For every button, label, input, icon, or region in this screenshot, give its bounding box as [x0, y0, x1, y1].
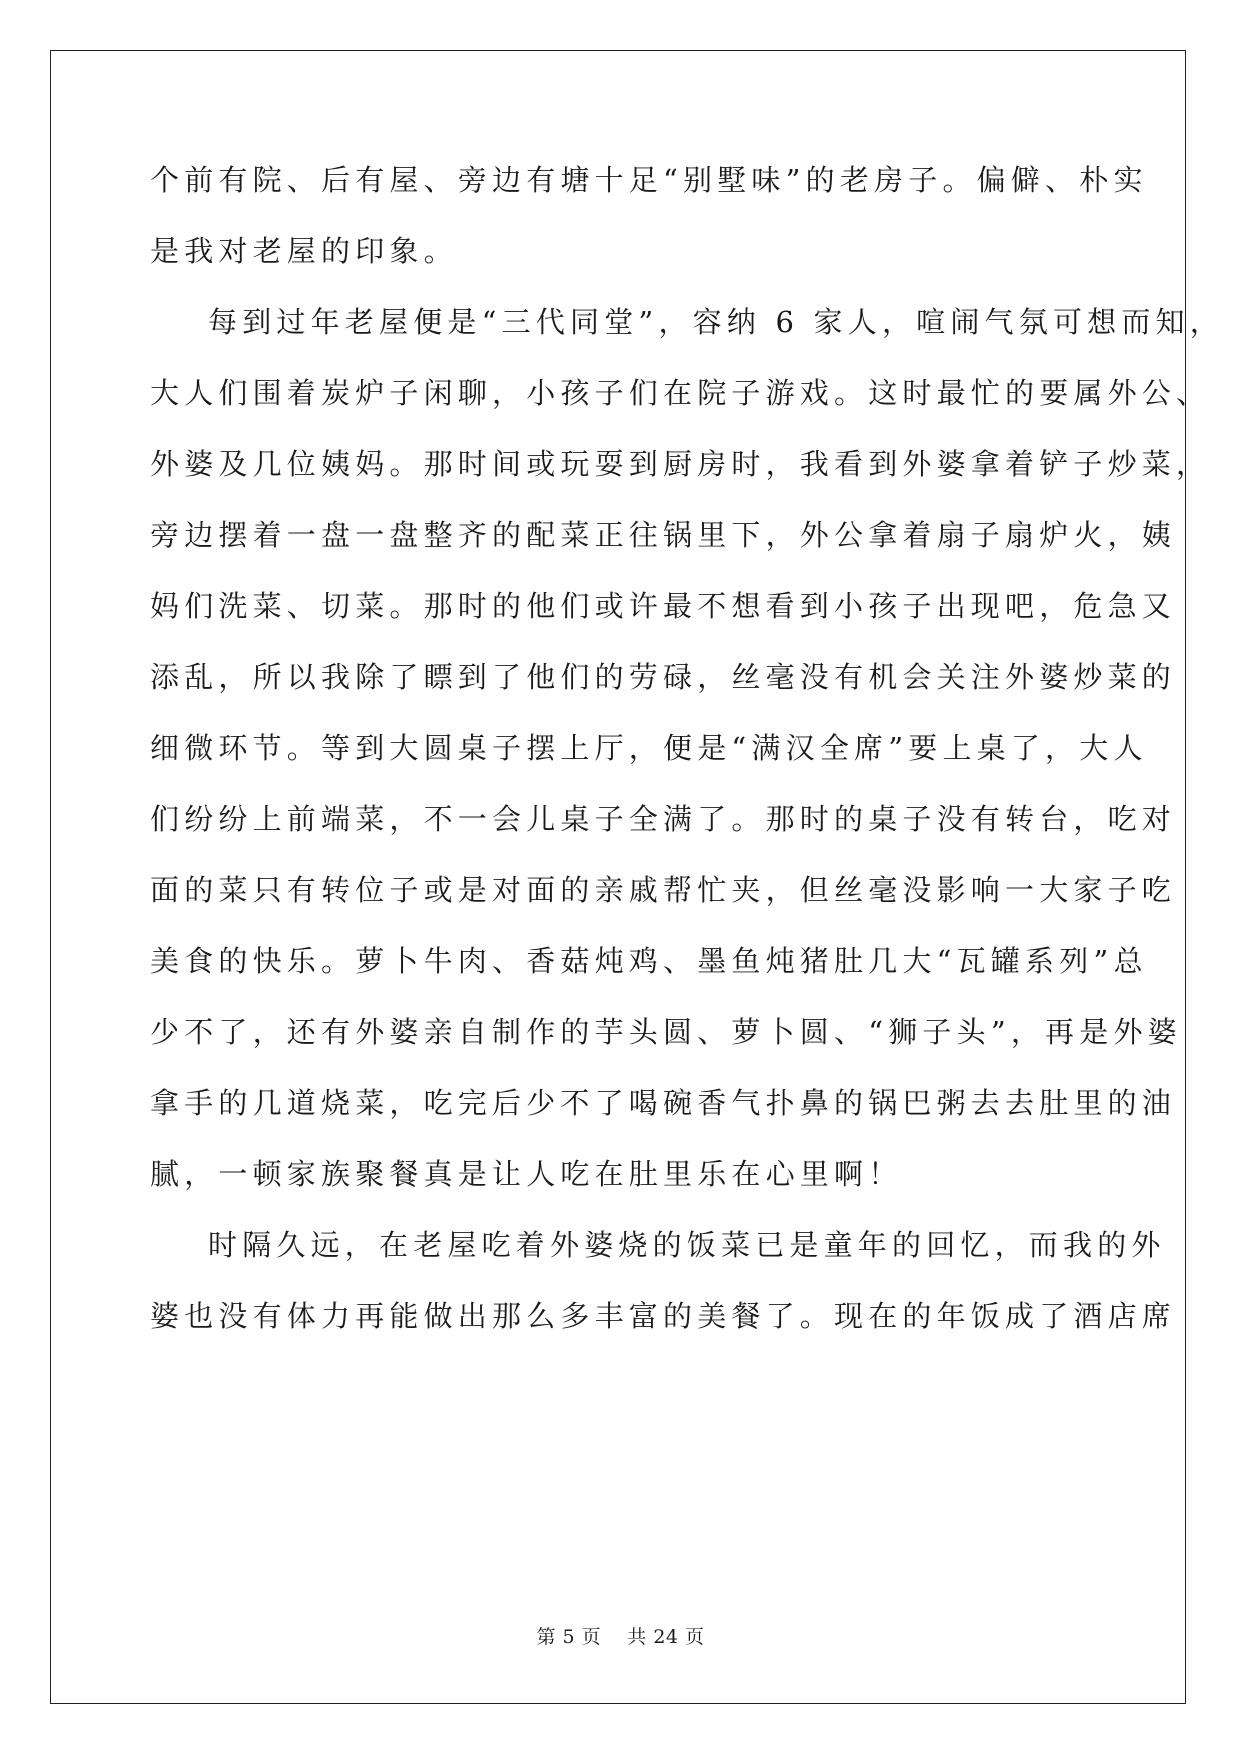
text-line: 美食的快乐。萝卜牛肉、香菇炖鸡、墨鱼炖猪肚几大“瓦罐系列”总: [150, 944, 1148, 978]
page-number-footer: 第 5 页 共 24 页: [536, 1626, 705, 1648]
text-line: 面的菜只有转位子或是对面的亲戚帮忙夹，但丝毫没影响一大家子吃: [150, 873, 1177, 907]
text-line: 婆也没有体力再能做出那么多丰富的美餐了。现在的年饭成了酒店席: [150, 1299, 1177, 1333]
text-line: 们纷纷上前端菜，不一会儿桌子全满了。那时的桌子没有转台，吃对: [150, 802, 1177, 836]
text-line: 拿手的几道烧菜，吃完后少不了喝碗香气扑鼻的锅巴粥去去肚里的油: [150, 1086, 1177, 1120]
text-line: 个前有院、后有屋、旁边有塘十足“别墅味”的老房子。偏僻、朴实: [150, 163, 1148, 197]
text-line: 大人们围着炭炉子闲聊，小孩子们在院子游戏。这时最忙的要属外公、: [150, 376, 1211, 410]
text-line: 旁边摆着一盘一盘整齐的配菜正往锅里下，外公拿着扇子扇炉火，姨: [150, 518, 1177, 552]
paragraph-start-line: 时隔久远，在老屋吃着外婆烧的饭菜已是童年的回忆，而我的外: [208, 1228, 1166, 1262]
text-line: 添乱，所以我除了瞟到了他们的劳碌，丝毫没有机会关注外婆炒菜的: [150, 660, 1177, 694]
text-line: 细微环节。等到大圆桌子摆上厅，便是“满汉全席”要上桌了，大人: [150, 731, 1148, 765]
text-line: 妈们洗菜、切菜。那时的他们或许最不想看到小孩子出现吧，危急又: [150, 589, 1177, 623]
text-line: 腻，一顿家族聚餐真是让人吃在肚里乐在心里啊！: [150, 1157, 903, 1191]
paragraph-start-line: 每到过年老屋便是“三代同堂”，容纳 6 家人，喧闹气氛可想而知，: [208, 305, 1224, 339]
text-line: 少不了，还有外婆亲自制作的芋头圆、萝卜圆、“狮子头”，再是外婆: [150, 1015, 1182, 1049]
text-line: 外婆及几位姨妈。那时间或玩耍到厨房时，我看到外婆拿着铲子炒菜，: [150, 447, 1211, 481]
text-line: 是我对老屋的印象。: [150, 234, 458, 268]
